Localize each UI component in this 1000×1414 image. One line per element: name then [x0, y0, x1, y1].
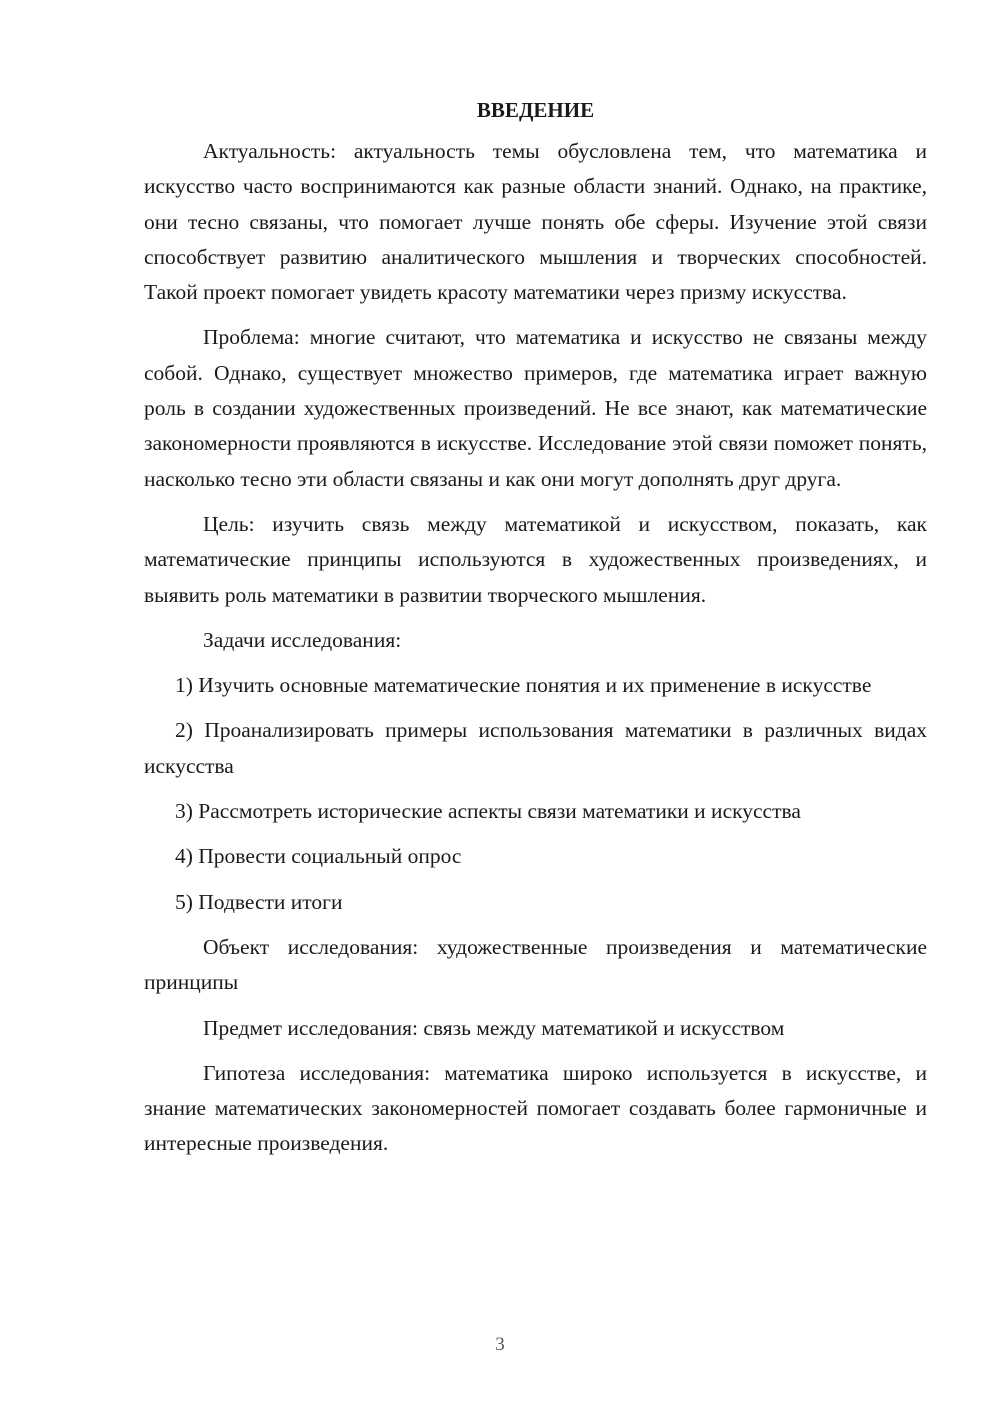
goal-paragraph: Цель: изучить связь между математикой и искусством, показать, как математические принципы используются в художественных произведениях, и выявить роль математики в развитии творческого мышления. [144, 511, 927, 607]
task-item-3: 3) Рассмотреть исторические аспекты связи математики и искусства [175, 799, 801, 824]
task-item-2: 2) Проанализировать примеры использования математики в различных видах искусства [144, 718, 927, 778]
relevance-paragraph: Актуальность: актуальность темы обусловлена тем, что математика и искусство часто воспринимаются как разные области знаний. Однако, на практике, они тесно связаны, что помогает лучше понять обе сферы. Изучение этой связи способствует развитию аналитического мышления и творческих способностей. Такой проект помогает увидеть красоту математики через призму искусства. [144, 139, 927, 305]
subject-paragraph: Предмет исследования: связь между математикой и искусством [203, 1015, 785, 1040]
task-item-1: 1) Изучить основные математические понятия и их применение в искусстве [175, 673, 872, 698]
object-paragraph: Объект исследования: художественные произведения и математические принципы [144, 934, 927, 995]
page-number: 3 [495, 1334, 505, 1355]
task-item-4: 4) Провести социальный опрос [175, 844, 462, 869]
hypothesis-paragraph: Гипотеза исследования: математика широко используется в искусстве, и знание математических закономерностей помогает создавать более гармоничные и интересные произведения. [144, 1060, 927, 1156]
task-item-5: 5) Подвести итоги [175, 889, 343, 914]
document-page [144, 96, 927, 1172]
problem-paragraph: Проблема: многие считают, что математика и искусство не связаны между собой. Однако, существует множество примеров, где математика играет важную роль в создании художественных произведений. Не все знают, как математические закономерности проявляются в искусстве. Исследование этой связи поможет понять, насколько тесно эти области связаны и как они могут дополнять друг друга. [144, 325, 927, 491]
page-title: ВВЕДЕНИЕ [476, 98, 595, 122]
tasks-heading: Задачи исследования: [203, 627, 402, 652]
